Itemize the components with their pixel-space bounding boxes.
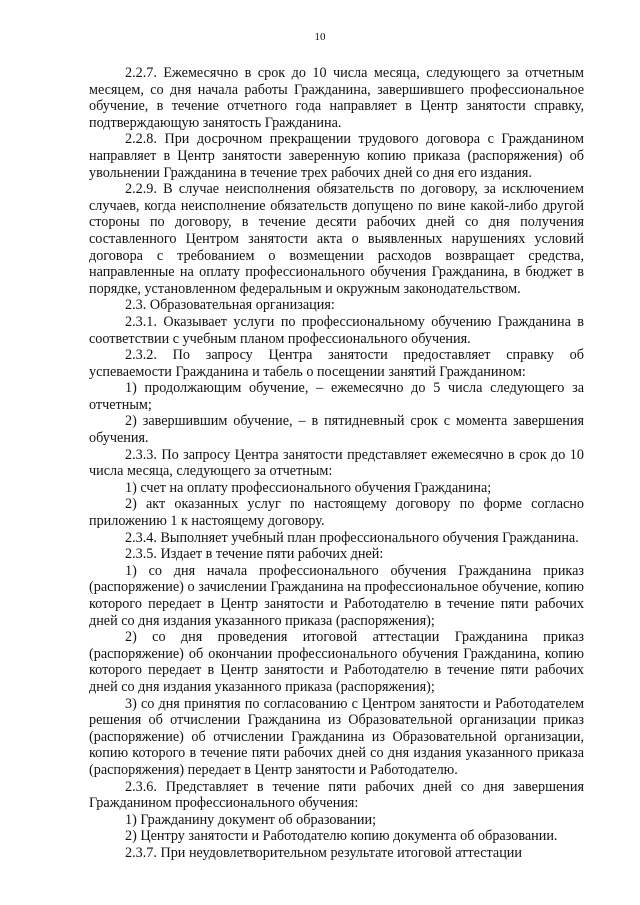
paragraph-2-2-7: 2.2.7. Ежемесячно в срок до 10 числа месяца, следующего за отчетным месяцем, со дня начала работы Гражданина, завершившего профессиональное обучение, в течение отчетного года направляет в Центр занятости справку, подтверждающую занятость Гражданина. <box>89 65 584 131</box>
paragraph-2-2-9: 2.2.9. В случае неисполнения обязательств по договору, за исключением случаев, когда неисполнение обязательств допущено по вине какой-либо другой стороны по договору, в течение десяти рабочих дней со дня получения составленного Центром занятости акта о выявленных нарушениях условий договора с требованием о возмещении расходов возвращает средства, направленные на оплату профессионального обучения Гражданина, в бюджет в порядке, установленном федеральным и окружным законодательством. <box>89 181 584 297</box>
list-item-2-3-6-2: 2) Центру занятости и Работодателю копию документа об образовании. <box>125 828 558 845</box>
paragraph-2-3-4: 2.3.4. Выполняет учебный план профессионального обучения Гражданина. <box>125 529 579 546</box>
paragraph-2-2-8: 2.2.8. При досрочном прекращении трудового договора с Гражданином направляет в Центр занятости заверенную копию приказа (распоряжения) об увольнении Гражданина в течение трех рабочих дней со дня его издания. <box>89 131 584 181</box>
document-body <box>89 65 584 862</box>
list-item-2-3-6-1: 1) Гражданину документ об образовании; <box>125 811 377 828</box>
paragraph-2-3-7: 2.3.7. При неудовлетворительном результате итоговой аттестации <box>125 844 522 861</box>
list-item-2-3-5-3: 3) со дня принятия по согласованию с Центром занятости и Работодателем решения об отчислении Гражданина из Образовательной организации приказ (распоряжение) об отчислении Гражданина из Образовательной организации, копию которого в течение пяти рабочих дней со дня издания указанного приказа (распоряжения) передает в Центр занятости и Работодателю. <box>89 695 584 778</box>
section-heading-2-3: 2.3. Образовательная организация: <box>125 297 335 314</box>
list-item-2-3-5-1: 1) со дня начала профессионального обучения Гражданина приказ (распоряжение) о зачислении Гражданина на профессиональное обучение, копию которого передает в Центр занятости и Работодателю в течение пяти рабочих дней со дня издания указанного приказа (распоряжения); <box>89 562 584 629</box>
list-item-2-3-3-1: 1) счет на оплату профессионального обучения Гражданина; <box>125 479 492 496</box>
page-number: 10 <box>314 31 326 43</box>
paragraph-2-3-6: 2.3.6. Представляет в течение пяти рабочих дней со дня завершения Гражданином профессионального обучения: <box>89 778 584 812</box>
paragraph-2-3-5: 2.3.5. Издает в течение пяти рабочих дней: <box>125 546 384 563</box>
list-item-2-3-3-2: 2) акт оказанных услуг по настоящему договору по форме согласно приложению 1 к настоящему договору. <box>89 496 584 530</box>
list-item-2-3-5-2: 2) со дня проведения итоговой аттестации Гражданина приказ (распоряжение) об окончании профессионального обучения Гражданина, копию которого передает в Центр занятости и Работодателю в течение пяти рабочих дней со дня издания указанного приказа (распоряжения); <box>89 629 584 695</box>
paragraph-2-3-2: 2.3.2. По запросу Центра занятости предоставляет справку об успеваемости Гражданина и табель о посещении занятий Гражданином: <box>89 347 584 380</box>
paragraph-2-3-1: 2.3.1. Оказывает услуги по профессиональному обучению Гражданина в соответствии с учебным планом профессионального обучения. <box>89 313 584 347</box>
paragraph-2-3-3: 2.3.3. По запросу Центра занятости представляет ежемесячно в срок до 10 числа месяца, следующего за отчетным: <box>89 446 584 480</box>
list-item-2-3-2-2: 2) завершившим обучение, – в пятидневный срок с момента завершения обучения. <box>89 413 584 447</box>
list-item-2-3-2-1: 1) продолжающим обучение, – ежемесячно до 5 числа следующего за отчетным; <box>89 380 584 413</box>
